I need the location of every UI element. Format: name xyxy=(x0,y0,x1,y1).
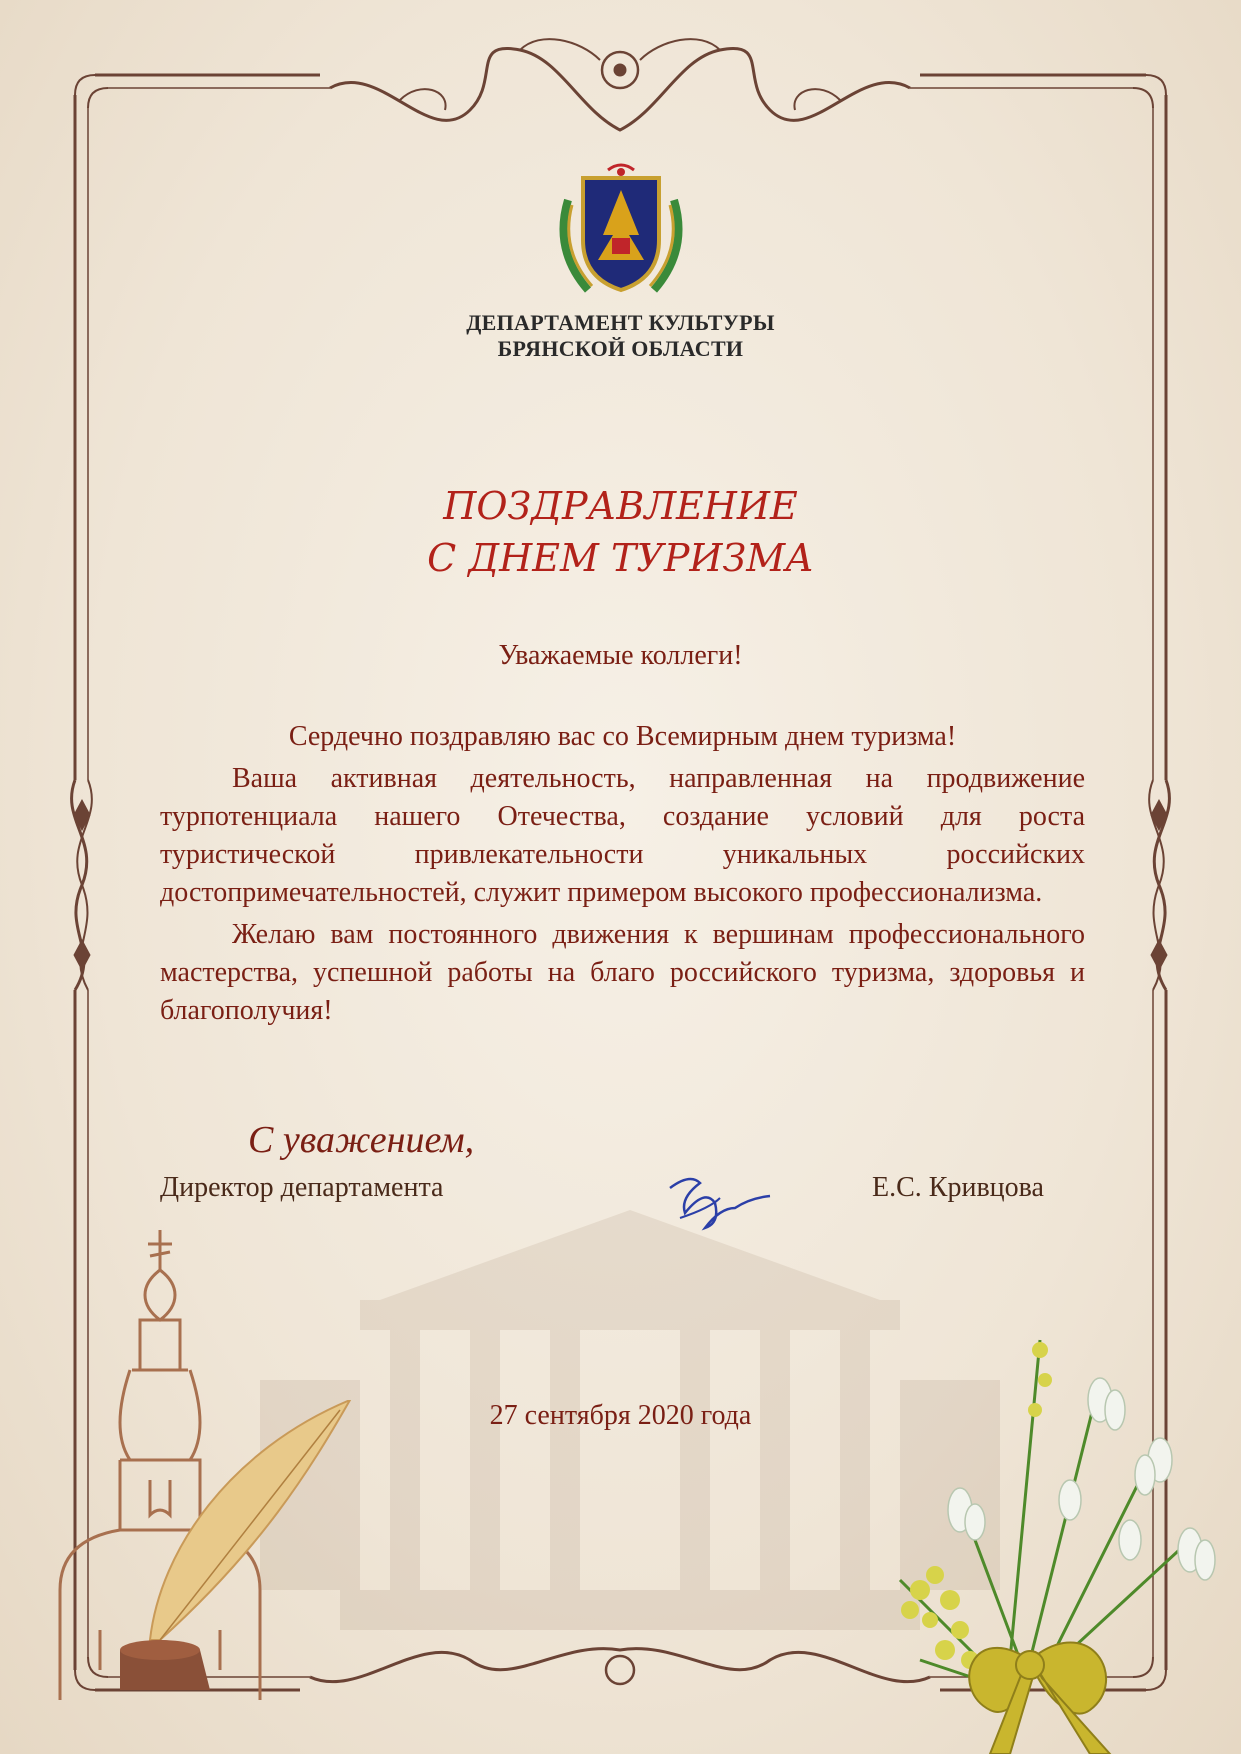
paragraph-3: Желаю вам постоянного движения к вершинам профессионального мастерства, успешной работы на благо российского туризма, здоровья и благополучия! xyxy=(160,919,1085,1026)
paragraph-2: Ваша активная деятельность, направленная на продвижение турпотенциала нашего Отечества, создание условий для роста туристической привлекательности уникальных российских достопримечательностей, служит примером высокого профессионализма. xyxy=(160,763,1085,908)
title-line2: С ДНЕМ ТУРИЗМА xyxy=(427,536,814,580)
signatory-position: Директор департамента xyxy=(160,1172,444,1203)
salutation: Уважаемые коллеги! xyxy=(498,640,743,671)
coat-of-arms-icon xyxy=(548,160,694,300)
paragraph-1: Сердечно поздравляю вас со Всемирным днем туризма! xyxy=(288,721,957,752)
letter-body xyxy=(160,718,1085,1030)
department-name-line2: БРЯНСКОЙ ОБЛАСТИ xyxy=(497,336,744,361)
signatory-name: Е.С. Кривцова xyxy=(872,1172,1044,1203)
title-line1: ПОЗДРАВЛЕНИЕ xyxy=(443,484,798,528)
signature-icon xyxy=(660,1168,780,1238)
flower-bouquet-icon xyxy=(860,1260,1240,1754)
department-name-line1: ДЕПАРТАМЕНТ КУЛЬТУРЫ xyxy=(466,310,775,335)
letter-date: 27 сентября 2020 года xyxy=(489,1400,752,1431)
feather-quill-icon xyxy=(120,1400,360,1690)
closing-regards: С уважением, xyxy=(248,1119,475,1161)
